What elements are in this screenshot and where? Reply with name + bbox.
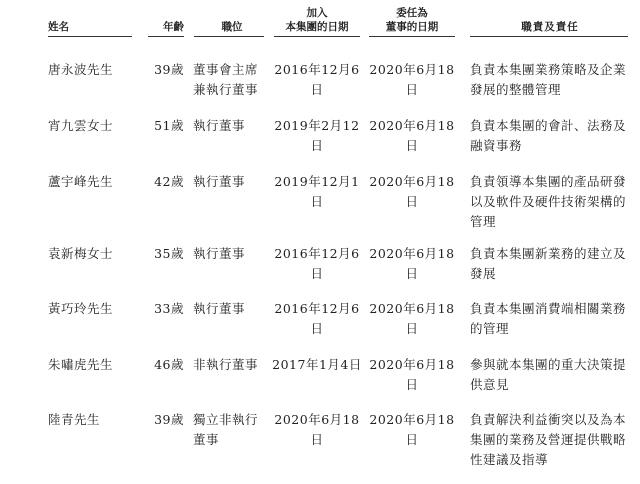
header-join-line2: 本集團的日期 — [285, 21, 349, 33]
director-position — [193, 410, 271, 450]
position-line: 執行董事 — [193, 118, 246, 133]
appointment-date: 2020年6月18日 — [369, 246, 455, 281]
header-position: 職位 — [221, 21, 243, 33]
director-position — [193, 60, 271, 100]
appointment-date: 2020年6月18日 — [369, 357, 455, 392]
director-age: 33歲 — [154, 301, 184, 316]
resp-line: 發展的整體管理 — [470, 82, 562, 97]
director-age: 46歲 — [154, 357, 184, 372]
appointment-date: 2020年6月18日 — [369, 174, 455, 209]
resp-line: 供意見 — [470, 377, 510, 392]
header-appt-line1: 委任為 — [396, 7, 428, 19]
appointment-date: 2020年6月18日 — [369, 62, 455, 97]
header-age: 年齡 — [163, 21, 184, 33]
join-date: 2016年12月6日 — [274, 62, 360, 97]
director-position — [193, 172, 271, 192]
join-date: 2020年6月18日 — [274, 412, 360, 447]
resp-line: 集團的業務及營運提供戰略 — [470, 432, 627, 447]
resp-line: 負責本集團業務策略及企業 — [470, 62, 627, 77]
header-rule — [470, 36, 628, 37]
director-age: 35歲 — [154, 246, 184, 261]
director-age: 42歲 — [154, 174, 184, 189]
resp-line: 的管理 — [470, 321, 510, 336]
position-line: 獨立非執行 — [193, 412, 259, 427]
resp-line: 負責領導本集團的產品研發 — [470, 174, 627, 189]
resp-line: 負責解決利益衝突以及為本 — [470, 412, 627, 427]
header-join-line1: 加入 — [306, 7, 328, 19]
director-position — [193, 299, 271, 319]
resp-line: 發展 — [470, 266, 497, 281]
responsibilities — [470, 299, 630, 339]
resp-line: 性建議及指導 — [470, 452, 549, 467]
appointment-date: 2020年6月18日 — [369, 301, 455, 336]
join-date: 2019年12月1日 — [274, 174, 360, 209]
director-name: 唐永波先生 — [48, 62, 114, 77]
director-name: 朱嘯虎先生 — [48, 357, 114, 372]
director-age: 39歲 — [154, 62, 184, 77]
position-line: 兼執行董事 — [193, 82, 259, 97]
join-date: 2019年2月12日 — [274, 118, 360, 153]
resp-line: 負責本集團的會計、法務及 — [470, 118, 627, 133]
director-name: 蘆宇峰先生 — [48, 174, 114, 189]
director-name: 陸青先生 — [48, 412, 101, 427]
position-line: 執行董事 — [193, 246, 246, 261]
position-line: 董事會主席 — [193, 62, 259, 77]
join-date: 2016年12月6日 — [274, 301, 360, 336]
resp-line: 參與就本集團的重大決策提 — [470, 357, 627, 372]
header-resp: 職責及責任 — [521, 21, 579, 33]
header-rule — [194, 36, 264, 37]
director-name: 袁新梅女士 — [48, 246, 114, 261]
responsibilities — [470, 355, 630, 395]
resp-line: 負責本集團消費端相關業務 — [470, 301, 627, 316]
director-position — [193, 116, 271, 136]
responsibilities — [470, 172, 630, 232]
resp-line: 負責本集團新業務的建立及 — [470, 246, 627, 261]
director-name: 黃巧玲先生 — [48, 301, 114, 316]
header-rule — [274, 36, 360, 37]
director-name: 宵九雲女士 — [48, 118, 114, 133]
appointment-date: 2020年6月18日 — [369, 412, 455, 447]
position-line: 執行董事 — [193, 174, 246, 189]
director-position — [193, 355, 271, 375]
resp-line: 管理 — [470, 214, 497, 229]
header-rule — [148, 36, 184, 37]
responsibilities — [470, 410, 630, 470]
director-age: 51歲 — [154, 118, 184, 133]
responsibilities — [470, 60, 630, 100]
join-date: 2016年12月6日 — [274, 246, 360, 281]
responsibilities — [470, 244, 630, 284]
header-rule — [48, 36, 132, 37]
join-date: 2017年1月4日 — [272, 357, 362, 372]
position-line: 董事 — [193, 432, 220, 447]
responsibilities — [470, 116, 630, 156]
position-line: 執行董事 — [193, 301, 246, 316]
director-age: 39歲 — [154, 412, 184, 427]
resp-line: 以及軟件及硬件技術架構的 — [470, 194, 627, 209]
position-line: 非執行董事 — [193, 357, 259, 372]
header-rule — [369, 36, 455, 37]
resp-line: 融資事務 — [470, 138, 523, 153]
header-name: 姓名 — [48, 21, 69, 33]
header-appt-line2: 董事的日期 — [385, 21, 439, 33]
appointment-date: 2020年6月18日 — [369, 118, 455, 153]
director-position — [193, 244, 271, 264]
